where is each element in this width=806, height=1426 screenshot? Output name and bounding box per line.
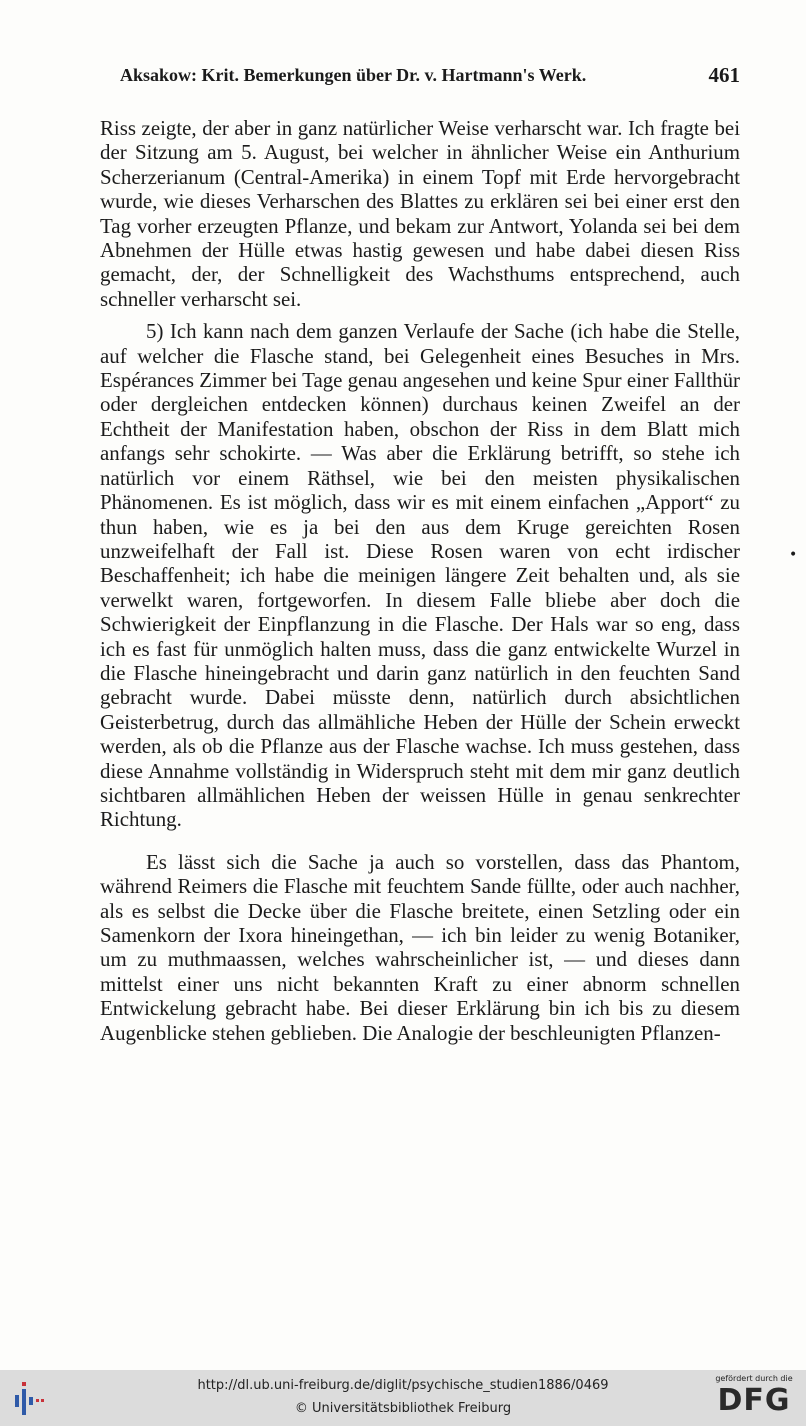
document-url[interactable]: http://dl.ub.uni-freiburg.de/diglit/psychische_studien1886/0469 — [197, 1378, 609, 1393]
copyright-text: © Universitätsbibliothek Freiburg — [294, 1401, 512, 1416]
running-title: Aksakow: Krit. Bemerkungen über Dr. v. Hartmann's Werk. — [120, 65, 587, 85]
body-text — [100, 116, 740, 1045]
paragraph-3: Es lässt sich die Sache ja auch so vorstellen, dass das Phantom, während Reimers die Flasche mit feuchtem Sande füllte, oder auch nachher, als es selbst die Decke über die Flasche breitete, einen Setzling oder ein Samenkorn der Ixora hineingethan, — ich bin leider zu wenig Botaniker, um zu muthmaassen, welches wahrscheinlicher ist, — und dieses dann mittelst einer uns nicht bekannten Kraft zu einer abnorm schnellen Entwickelung gebracht habe. Bei dieser Erklärung bin ich bis zu diesem Augenblicke stehen geblieben. Die Analogie der beschleunigten Pflanzen- — [100, 849, 740, 1045]
dfg-logo — [710, 1374, 798, 1422]
paragraph-2: 5) Ich kann nach dem ganzen Verlaufe der Sache (ich habe die Stelle, auf welcher die Flasche stand, bei Gelegenheit eines Besuches in Mrs. Espérances Zimmer bei Tage genau angesehen und keine Spur einer Fallthür oder dergleichen entdecken können) durchaus keinen Zweifel an der Echtheit der Manifestation haben, obschon der Riss in dem Blatt mich anfangs sehr schokirte. — Was aber die Erklärung betrifft, so stehe ich natürlich vor einem Räthsel, wie bei den meisten physikalischen Phänomenen. Es ist möglich, dass wir es mit einem einfachen „Apport“ zu thun haben, wie es ja bei den aus dem Kruge gereichten Rosen unzweifelhaft der Fall ist. Diese Rosen waren von echt irdischer Beschaffenheit; ich habe die meinigen längere Zeit behalten und, als sie verwelkt waren, fortgeworfen. In diesem Falle bliebe aber doch die Schwierigkeit der Einpflanzung in die Flasche. Der Hals war so eng, dass ich es fast für unmöglich halten muss, dass die ganz entwickelte Wurzel in die Flasche hineingebracht und darin ganz natürlich in den feuchten Sand gebracht wurde. Dabei müsste denn, natürlich durch absichtlichen Geisterbetrug, durch das allmähliche Heben der Hülle der Schein erweckt werden, als ob die Pflanze aus der Flasche wachse. Ich muss gestehen, dass diese Annahme vollständig in Widerspruch steht mit dem mir ganz deutlich sichtbaren allmählichen Heben der weissen Hülle in genau senkrechter Richtung. — [100, 319, 740, 832]
page-header — [100, 62, 740, 88]
dfg-logo-icon: DFG — [717, 1383, 791, 1418]
paragraph-1: Riss zeigte, der aber in ganz natürlicher Weise verharscht war. Ich fragte bei der Sitzung am 5. August, bei welcher in ähnlicher Weise ein Anthurium Scherzerianum (Central-Amerika) in einem Topf mit Erde hervorgebracht wurde, wie dieses Verharschen des Blattes zu erklären sei bei einer erst den Tag vorher erzeugten Pflanze, und bekam zur Antwort, Yolanda sei bei dem Abnehmen der Hülle etwas hastig gewesen und habe dabei diesen Riss gemacht, der, der Schnelligkeit des Wachsthums entsprechend, auch schneller verharscht sei. — [100, 116, 740, 311]
viewer-footer — [0, 1370, 806, 1426]
dfg-caption: gefördert durch die — [715, 1374, 793, 1383]
margin-mark: • — [789, 547, 798, 563]
page-number: 461 — [708, 63, 740, 87]
